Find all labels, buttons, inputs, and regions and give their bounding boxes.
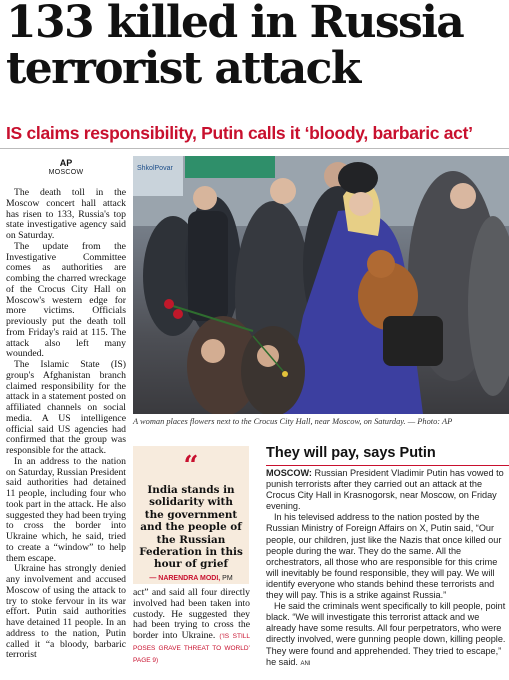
- sidebar-lead: MOSCOW:: [266, 468, 312, 478]
- article-paragraph: The update from the Investigative Committee comes as authorities are combing the charred wreckage of the Crocus City Hall on Moscow's western edge for more victims. Officials previously put the death toll from Friday's raid at 115. The attack also left many wounded.: [6, 240, 126, 360]
- quote-text: India stands in solidarity with the government and the people of the Russian Federation in this hour of grief: [139, 484, 243, 571]
- photo-credit: — Photo: AP: [407, 417, 453, 426]
- photo-caption: [133, 417, 509, 427]
- article-paragraph: In an address to the nation on Saturday, Russian President said authorities had detained 11 people, including four who took part in the attack. He also suggested they had been trying to cross the border into Ukraine which, he said, tried to create a “window” to help them escape.: [6, 455, 126, 564]
- article-body-left: [6, 188, 126, 680]
- news-photo: [133, 156, 509, 414]
- byline: [6, 158, 126, 176]
- sidebar-paragraph: [266, 468, 509, 512]
- sidebar-paragraph-text: Russian President Vladimir Putin has vowed to punish terrorists after they carried out an attack at the Crocus City Hall in Krasnogorsk, near Moscow, on Friday evening.: [266, 468, 504, 512]
- jump-line[interactable]: (‘IS STILL POSES GRAVE THREAT TO WORLD’ PAGE 9): [133, 633, 250, 664]
- sidebar-headline: They will pay, says Putin: [266, 445, 436, 461]
- sidebar-paragraph: In his televised address to the nation posted by the Russian Ministry of Foreign Affairs on X, Putin said, “Our people, our children, just like the Nazis that once killed our people during the war. They do the same. All the orchestrators, all those who are responsible for this crime will inevitably be found responsible, they will pay. We will identify everyone who stands behind these terrorists and they will pay. This is a strike against Russia.”: [266, 512, 502, 601]
- article-paragraph: The death toll in the Moscow concert hall attack has risen to 133, Russia's top state investigative agency said on Saturday.: [6, 188, 126, 241]
- byline-agency: AP: [59, 158, 73, 168]
- headline: 133 killed in Russia terrorist attack: [6, 0, 464, 94]
- sign-text: ShkolPovar: [137, 165, 173, 172]
- sidebar-paragraph-text: He said the criminals went specifically to kill people, point black. “We will investigate this terrorist attack and we already have some results. All four perpetrators, who were directly involved, were gunning people down, killing people. They were found and apprehended. They tried to escape,” he said.: [266, 601, 506, 667]
- quote-attribution-title: PM: [222, 574, 233, 582]
- caption-text: A woman places flowers next to the Crocus City Hall, near Moscow, on Saturday.: [133, 417, 406, 426]
- byline-dateline: MOSCOW: [48, 169, 84, 176]
- sidebar-source: ANI: [300, 660, 311, 667]
- article-paragraph: Ukraine has strongly denied any involvement and accused Moscow of using the attack to try to stoke fervour in its war effort. Putin said authorities have detained 11 people. In an address to the nation, Putin called it “a bloody, barbaric terrorist: [6, 563, 126, 661]
- quote-attribution-name: — NARENDRA MODI,: [149, 574, 221, 582]
- article-paragraph: The Islamic State (IS) group's Afghanistan branch claimed responsibility for the attack in a statement posted on affiliated channels on social media. A US intelligence official said US agencies had confirmed that the group was responsible for the attack.: [6, 359, 126, 456]
- sidebar-paragraph: [266, 601, 509, 670]
- pull-quote: [133, 446, 249, 584]
- sidebar-article: [266, 468, 509, 680]
- subheadline: IS claims responsibility, Putin calls it ‘bloody, barbaric act’: [6, 123, 473, 143]
- quote-mark-icon: “: [183, 451, 199, 481]
- divider: [0, 148, 509, 149]
- article-continued-text: act” and said all four directly involved had been taken into custody. He suggested they had been trying to cross the border into Ukraine.: [133, 588, 250, 641]
- article-body-continued: [133, 588, 250, 680]
- sidebar-divider: [266, 465, 509, 466]
- quote-attribution: [138, 575, 244, 582]
